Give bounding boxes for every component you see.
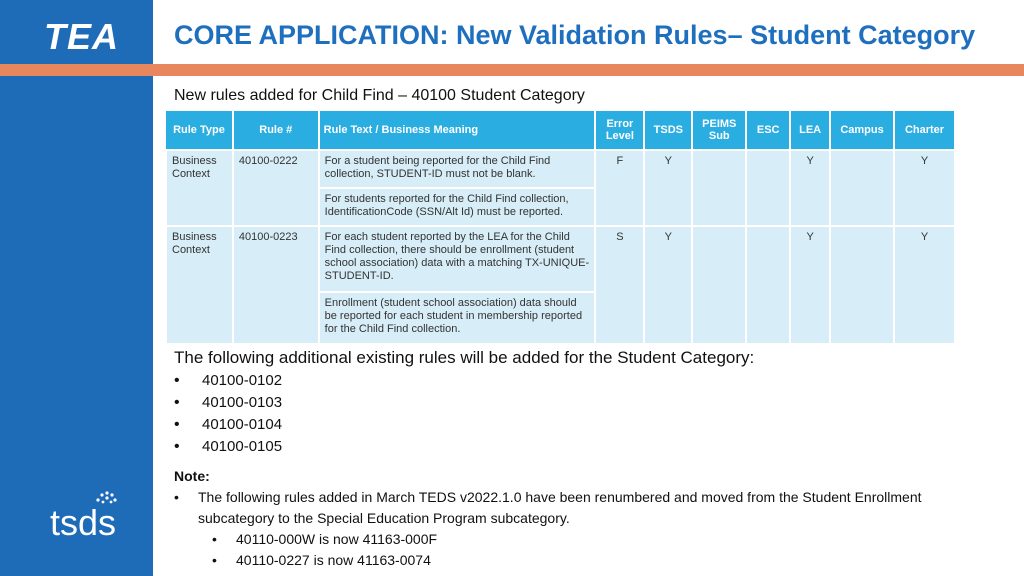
col-rule-text: Rule Text / Business Meaning [319, 111, 596, 150]
error-level-cell: S [595, 226, 644, 344]
charter-cell: Y [894, 150, 955, 226]
list-item: • 40110-000W is now 41163-000F [174, 529, 964, 550]
existing-rules-heading: The following additional existing rules will be added for the Student Category: [174, 348, 755, 367]
note-section [174, 466, 964, 571]
rule-num-cell: 40100-0222 [233, 150, 319, 226]
rule-type-cell: Business Context [166, 150, 233, 226]
list-item: • 40100-0105 [174, 436, 754, 458]
sidebar [0, 0, 153, 576]
col-rule-num: Rule # [233, 111, 319, 150]
rule-num-cell: 40100-0223 [233, 226, 319, 344]
table-row [166, 150, 955, 188]
tsds-wordmark: tsds [50, 502, 117, 543]
error-level-cell: F [595, 150, 644, 226]
rule-text-cell: For each student reported by the LEA for the Child Find collection, there should be enrollment (student school association) data with a matching TX-UNIQUE-STUDENT-ID. [319, 226, 596, 292]
col-lea: LEA [790, 111, 830, 150]
col-campus: Campus [830, 111, 894, 150]
list-item: • 40110-0227 is now 41163-0074 [174, 550, 964, 571]
tsds-cell: Y [644, 150, 692, 226]
table-header-row [166, 111, 955, 150]
tea-logo: TEA [44, 16, 119, 57]
peims-cell [692, 226, 746, 344]
col-charter: Charter [894, 111, 955, 150]
lea-cell: Y [790, 226, 830, 344]
accent-bar [0, 64, 1024, 76]
col-tsds: TSDS [644, 111, 692, 150]
rule-text-cell: For a student being reported for the Child Find collection, STUDENT-ID must not be blank. [319, 150, 596, 188]
list-item: • 40100-0102 [174, 370, 754, 392]
tsds-cell: Y [644, 226, 692, 344]
existing-rules-list [174, 370, 754, 458]
list-item: • 40100-0103 [174, 392, 754, 414]
campus-cell [830, 150, 894, 226]
rule-type-cell: Business Context [166, 226, 233, 344]
tsds-logo [50, 488, 130, 543]
rules-table [165, 111, 956, 345]
esc-cell [746, 226, 790, 344]
note-text: • The following rules added in March TEDS v2022.1.0 have been renumbered and moved from the Student Enrollment subcategory to the Special Education Program subcategory. [174, 487, 964, 529]
page-title: CORE APPLICATION: New Validation Rules– Student Category [174, 20, 976, 50]
existing-rules-section [174, 348, 754, 458]
campus-cell [830, 226, 894, 344]
intro-text: New rules added for Child Find – 40100 Student Category [174, 87, 585, 104]
esc-cell [746, 150, 790, 226]
note-label: Note: [174, 468, 210, 484]
col-esc: ESC [746, 111, 790, 150]
col-error-level: Error Level [595, 111, 644, 150]
lea-cell: Y [790, 150, 830, 226]
list-item: • 40100-0104 [174, 414, 754, 436]
col-rule-type: Rule Type [166, 111, 233, 150]
business-meaning-cell: For students reported for the Child Find collection, IdentificationCode (SSN/Alt Id) must be reported. [319, 188, 596, 226]
business-meaning-cell: Enrollment (student school association) data should be reported for each student in membership reported for the Child Find collection. [319, 292, 596, 344]
table-row [166, 226, 955, 292]
charter-cell: Y [894, 226, 955, 344]
col-peims-sub: PEIMS Sub [692, 111, 746, 150]
peims-cell [692, 150, 746, 226]
